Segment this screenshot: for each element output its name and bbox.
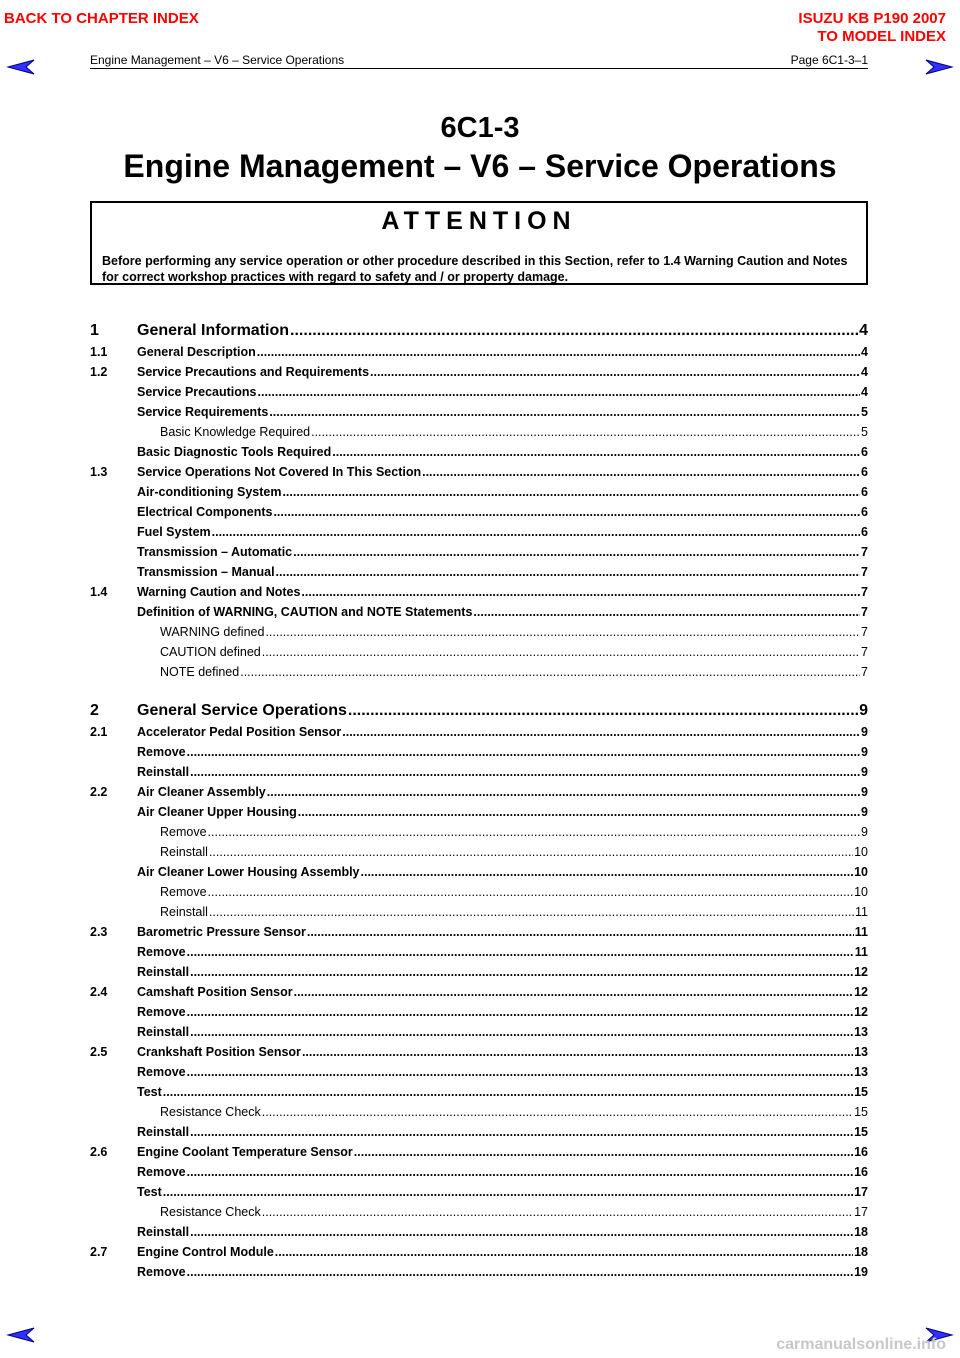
toc-leader-dots (282, 482, 860, 502)
toc-entry[interactable] (90, 942, 868, 962)
toc-entry-label[interactable]: Reinstall (137, 1025, 190, 1039)
toc-leader-dots (275, 1242, 853, 1262)
toc-leader-dots (348, 700, 858, 722)
toc-entry-label[interactable]: General Information (137, 322, 290, 339)
toc-entry[interactable] (90, 522, 868, 542)
toc-leader-dots (307, 922, 854, 942)
toc-entry-number: 2.2 (90, 785, 108, 799)
toc-entry[interactable] (90, 642, 868, 662)
toc-leader-dots (302, 1042, 853, 1062)
toc-leader-dots (190, 762, 860, 782)
toc-entry-label[interactable]: Air Cleaner Lower Housing Assembly (137, 865, 360, 879)
toc-entry-page: 9 (861, 725, 868, 739)
model-line-2[interactable]: TO MODEL INDEX (817, 28, 946, 45)
toc-entry-label[interactable]: Accelerator Pedal Position Sensor (137, 725, 342, 739)
toc-leader-dots (212, 522, 860, 542)
toc-entry[interactable] (90, 1142, 868, 1162)
toc-entry-label[interactable]: Remove (160, 885, 207, 899)
toc-entry-label[interactable]: Resistance Check (160, 1205, 261, 1219)
toc-entry-page: 5 (861, 405, 868, 419)
toc-leader-dots (290, 320, 858, 342)
toc-entry-page: 6 (861, 465, 868, 479)
toc-leader-dots (473, 602, 860, 622)
toc-entry-page: 15 (854, 1085, 868, 1099)
toc-leader-dots (422, 462, 860, 482)
toc-entry[interactable] (90, 902, 868, 922)
next-page-arrow-icon[interactable] (924, 58, 954, 76)
toc-entry-number: 2 (90, 702, 99, 719)
toc-entry[interactable] (90, 882, 868, 902)
toc-entry[interactable] (90, 1102, 868, 1122)
toc-leader-dots (163, 1182, 853, 1202)
page-title: Engine Management – V6 – Service Operations (123, 148, 837, 184)
toc-leader-dots (240, 662, 860, 682)
toc-entry-label[interactable]: Remove (137, 1265, 186, 1279)
toc-entry-page: 12 (854, 965, 868, 979)
toc-leader-dots (187, 1062, 853, 1082)
toc-entry[interactable] (90, 502, 868, 522)
toc-leader-dots (370, 362, 860, 382)
toc-entry-number: 1.2 (90, 365, 108, 379)
toc-entry[interactable] (90, 1122, 868, 1142)
toc-entry[interactable] (90, 722, 868, 742)
toc-entry-label[interactable]: Transmission – Manual (137, 565, 275, 579)
toc-entry-number: 2.6 (90, 1145, 108, 1159)
toc-entry-page: 4 (859, 322, 868, 339)
toc-leader-dots (293, 542, 860, 562)
model-index-link[interactable] (798, 10, 946, 46)
toc-leader-dots (163, 1082, 853, 1102)
toc-entry-page: 19 (854, 1265, 868, 1279)
section-code: 6C1-3 (440, 112, 520, 144)
toc-entry[interactable] (90, 362, 868, 382)
toc-entry-label[interactable]: Reinstall (160, 845, 208, 859)
toc-entry-page: 18 (854, 1245, 868, 1259)
toc-entry[interactable] (90, 1242, 868, 1262)
toc-leader-dots (187, 1262, 853, 1282)
toc-entry-page: 6 (861, 485, 868, 499)
toc-entry-page: 9 (861, 825, 868, 839)
toc-leader-dots (298, 802, 860, 822)
toc-entry-label[interactable]: Service Precautions (137, 385, 257, 399)
toc-entry-page: 13 (854, 1045, 868, 1059)
toc-leader-dots (187, 1002, 853, 1022)
toc-leader-dots (190, 1222, 853, 1242)
toc-entry-number: 2.4 (90, 985, 108, 999)
toc-entry[interactable] (90, 482, 868, 502)
toc-entry-page: 5 (861, 425, 868, 439)
toc-entry-page: 15 (854, 1125, 868, 1139)
toc-entry-page: 7 (861, 645, 868, 659)
toc-entry-page: 16 (854, 1165, 868, 1179)
toc-entry-page: 9 (861, 765, 868, 779)
toc-entry[interactable] (90, 442, 868, 462)
toc-entry[interactable] (90, 582, 868, 602)
toc-entry-page: 7 (861, 545, 868, 559)
toc-entry-number: 2.5 (90, 1045, 108, 1059)
toc-entry-page: 16 (854, 1145, 868, 1159)
toc-entry[interactable] (90, 1222, 868, 1242)
toc-leader-dots (209, 842, 853, 862)
toc-entry-page: 18 (854, 1225, 868, 1239)
toc-entry-number: 1 (90, 322, 99, 339)
toc-leader-dots (354, 1142, 853, 1162)
toc-entry-label[interactable]: Barometric Pressure Sensor (137, 925, 306, 939)
toc-entry-label[interactable]: Air-conditioning System (137, 485, 282, 499)
toc-entry[interactable] (90, 662, 868, 682)
toc-entry[interactable] (90, 320, 868, 342)
toc-entry[interactable] (90, 1162, 868, 1182)
toc-entry-label[interactable]: CAUTION defined (160, 645, 261, 659)
toc-entry[interactable] (90, 602, 868, 622)
toc-entry-number: 1.1 (90, 345, 108, 359)
toc-entry-label[interactable]: Basic Knowledge Required (160, 425, 311, 439)
toc-entry[interactable] (90, 542, 868, 562)
toc-entry-page: 12 (854, 1005, 868, 1019)
toc-entry[interactable] (90, 762, 868, 782)
toc-entry-label[interactable]: Remove (137, 1005, 186, 1019)
toc-entry[interactable] (90, 742, 868, 762)
toc-leader-dots (190, 962, 853, 982)
toc-entry-label[interactable]: Camshaft Position Sensor (137, 985, 293, 999)
toc-entry[interactable] (90, 562, 868, 582)
toc-entry[interactable] (90, 1022, 868, 1042)
toc-entry-number: 1.3 (90, 465, 108, 479)
toc-leader-dots (257, 342, 860, 362)
toc-entry-label[interactable]: Service Requirements (137, 405, 269, 419)
toc-leader-dots (265, 622, 860, 642)
header-page-number: Page 6C1-3–1 (790, 53, 868, 67)
toc-entry-label[interactable]: Resistance Check (160, 1105, 261, 1119)
toc-leader-dots (269, 402, 860, 422)
toc-entry[interactable] (90, 1262, 868, 1282)
header-rule (90, 68, 868, 69)
toc-entry-page: 13 (854, 1065, 868, 1079)
toc-entry[interactable] (90, 1062, 868, 1082)
toc-entry-number: 1.4 (90, 585, 108, 599)
toc-entry-page: 17 (854, 1205, 868, 1219)
toc-entry-label[interactable]: Crankshaft Position Sensor (137, 1045, 301, 1059)
toc-entry-page: 7 (861, 605, 868, 619)
toc-entry-label[interactable]: Reinstall (137, 1125, 190, 1139)
toc-entry-page: 4 (861, 345, 868, 359)
toc-entry[interactable] (90, 822, 868, 842)
toc-entry-number: 2.7 (90, 1245, 108, 1259)
toc-entry-label[interactable]: General Description (137, 345, 256, 359)
toc-leader-dots (190, 1022, 853, 1042)
watermark-logo: carmanualsonline.info (776, 1336, 946, 1353)
toc-entry-page: 11 (854, 945, 868, 959)
toc-entry-label[interactable]: General Service Operations (137, 702, 347, 719)
toc-leader-dots (190, 1122, 853, 1142)
toc-entry[interactable] (90, 462, 868, 482)
table-of-contents (90, 320, 868, 1282)
toc-entry-label[interactable]: Test (137, 1185, 162, 1199)
toc-entry[interactable] (90, 1202, 868, 1222)
toc-entry-label[interactable]: Reinstall (137, 965, 190, 979)
toc-leader-dots (294, 982, 854, 1002)
toc-entry-page: 13 (854, 1025, 868, 1039)
toc-entry[interactable] (90, 982, 868, 1002)
toc-entry-page: 9 (861, 785, 868, 799)
toc-entry-page: 11 (854, 925, 868, 939)
toc-entry[interactable] (90, 1082, 868, 1102)
toc-leader-dots (262, 642, 860, 662)
toc-entry[interactable] (90, 962, 868, 982)
toc-entry[interactable] (90, 1042, 868, 1062)
toc-entry-label[interactable]: Engine Coolant Temperature Sensor (137, 1145, 353, 1159)
toc-entry-number: 2.1 (90, 725, 108, 739)
toc-entry-label[interactable]: WARNING defined (160, 625, 265, 639)
toc-entry[interactable] (90, 922, 868, 942)
toc-entry[interactable] (90, 862, 868, 882)
toc-entry-label[interactable]: Service Operations Not Covered In This Section (137, 465, 422, 479)
toc-entry[interactable] (90, 402, 868, 422)
toc-entry-page: 7 (861, 625, 868, 639)
toc-entry-label[interactable]: Fuel System (137, 525, 211, 539)
toc-leader-dots (332, 442, 860, 462)
attention-heading: ATTENTION (381, 207, 577, 235)
toc-entry-page: 10 (854, 865, 868, 879)
toc-entry-label[interactable]: Remove (160, 825, 207, 839)
toc-entry-page: 10 (854, 845, 868, 859)
toc-entry-label[interactable]: Definition of WARNING, CAUTION and NOTE Statements (137, 605, 473, 619)
toc-entry-page: 6 (861, 525, 868, 539)
toc-entry-label[interactable]: Reinstall (137, 765, 190, 779)
toc-entry[interactable] (90, 700, 868, 722)
toc-leader-dots (276, 562, 861, 582)
toc-entry-page: 7 (861, 585, 868, 599)
toc-entry-label[interactable]: Remove (137, 1165, 186, 1179)
toc-entry-number: 2.3 (90, 925, 108, 939)
attention-box (90, 201, 868, 285)
toc-leader-dots (209, 902, 854, 922)
toc-entry-page: 4 (861, 365, 868, 379)
toc-entry-page: 4 (861, 385, 868, 399)
toc-entry[interactable] (90, 842, 868, 862)
toc-entry-label[interactable]: Test (137, 1085, 162, 1099)
toc-entry-label[interactable]: NOTE defined (160, 665, 240, 679)
previous-page-arrow-icon[interactable] (6, 58, 36, 76)
toc-entry-label[interactable]: Reinstall (160, 905, 208, 919)
toc-entry-label[interactable]: Air Cleaner Assembly (137, 785, 266, 799)
toc-entry-label[interactable]: Electrical Components (137, 505, 273, 519)
toc-entry[interactable] (90, 342, 868, 362)
toc-leader-dots (273, 502, 860, 522)
toc-entry-page: 9 (861, 805, 868, 819)
toc-leader-dots (361, 862, 854, 882)
toc-entry[interactable] (90, 622, 868, 642)
toc-entry-label[interactable]: Reinstall (137, 1225, 190, 1239)
toc-entry-page: 7 (861, 665, 868, 679)
toc-entry-page: 9 (859, 702, 868, 719)
toc-entry-label[interactable]: Transmission – Automatic (137, 545, 293, 559)
toc-entry[interactable] (90, 422, 868, 442)
toc-entry[interactable] (90, 382, 868, 402)
toc-entry-page: 10 (854, 885, 868, 899)
attention-text: Before performing any service operation or other procedure described in this Section, refer to 1.4 Warning Caution and Notes for correct workshop practices with regard to safety and / or property damage. (102, 254, 848, 284)
toc-entry-page: 12 (854, 985, 868, 999)
toc-entry[interactable] (90, 782, 868, 802)
toc-entry[interactable] (90, 1002, 868, 1022)
header-section-title: Engine Management – V6 – Service Operations (90, 53, 345, 67)
toc-leader-dots (267, 782, 860, 802)
toc-entry-label[interactable]: Air Cleaner Upper Housing (137, 805, 297, 819)
toc-entry-page: 17 (854, 1185, 868, 1199)
toc-entry-label[interactable]: Warning Caution and Notes (137, 585, 301, 599)
toc-leader-dots (187, 1162, 853, 1182)
toc-entry-label[interactable]: Remove (137, 745, 186, 759)
toc-entry-page: 9 (861, 745, 868, 759)
toc-entry-page: 6 (861, 505, 868, 519)
toc-leader-dots (187, 942, 854, 962)
toc-entry-label[interactable]: Remove (137, 1065, 186, 1079)
model-line-1[interactable]: ISUZU KB P190 2007 (798, 10, 946, 27)
toc-entry-label[interactable]: Service Precautions and Requirements (137, 365, 370, 379)
back-to-chapter-index-link[interactable]: BACK TO CHAPTER INDEX (4, 10, 199, 27)
toc-leader-dots (262, 1102, 853, 1122)
toc-entry[interactable] (90, 1182, 868, 1202)
toc-leader-dots (208, 882, 854, 902)
previous-page-arrow-bottom-icon[interactable] (6, 1326, 36, 1344)
toc-entry-page: 6 (861, 445, 868, 459)
toc-entry[interactable] (90, 802, 868, 822)
toc-leader-dots (187, 742, 860, 762)
toc-leader-dots (258, 382, 861, 402)
toc-leader-dots (311, 422, 860, 442)
toc-entry-label[interactable]: Engine Control Module (137, 1245, 274, 1259)
toc-leader-dots (342, 722, 860, 742)
toc-entry-page: 15 (854, 1105, 868, 1119)
toc-entry-page: 11 (855, 905, 868, 919)
toc-leader-dots (262, 1202, 853, 1222)
toc-entry-label[interactable]: Remove (137, 945, 186, 959)
toc-entry-page: 7 (861, 565, 868, 579)
toc-leader-dots (301, 582, 860, 602)
toc-entry-label[interactable]: Basic Diagnostic Tools Required (137, 445, 332, 459)
toc-leader-dots (208, 822, 861, 842)
